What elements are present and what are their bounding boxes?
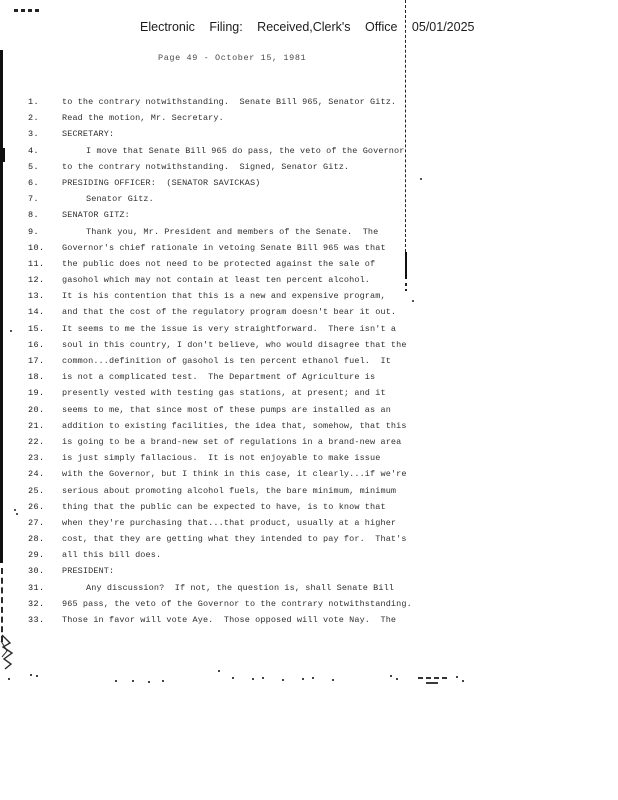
line-text: Those in favor will vote Aye. Those opposed will vote Nay. The — [62, 615, 397, 625]
line-number: 29. — [28, 550, 45, 561]
line-number: 9. — [28, 226, 40, 237]
left-margin-rule-dashed — [1, 568, 3, 642]
line-text: I move that Senate Bill 965 do pass, the veto of the Governor — [86, 145, 405, 156]
scan-artifact-top-dashes — [14, 9, 41, 12]
line-number: 27. — [28, 517, 45, 528]
transcript-line — [28, 583, 428, 599]
line-number: 19. — [28, 388, 45, 399]
transcript-line — [28, 502, 428, 518]
page-header: Page 49 - October 15, 1981 — [158, 53, 307, 63]
transcript-line — [28, 469, 428, 485]
scan-artifact-bottom-dashes — [418, 677, 448, 679]
transcript-line — [28, 615, 428, 631]
transcript-line — [28, 518, 428, 534]
line-text: gasohol which may not contain at least ten percent alcohol. — [62, 275, 371, 286]
line-text: with the Governor, but I think in this case, it clearly...if we're — [62, 469, 407, 480]
line-text: the public does not need to be protected against the sale of — [62, 258, 376, 269]
line-text: It seems to me the issue is very straightforward. There isn't a — [62, 323, 397, 334]
line-number: 22. — [28, 436, 45, 447]
transcript-line — [28, 550, 428, 566]
line-text: Governor's chief rationale in vetoing Senate Bill 965 was that — [62, 242, 386, 253]
transcript-line — [28, 113, 428, 129]
transcript-line — [28, 599, 428, 615]
transcript-line — [28, 129, 428, 145]
transcript-line — [28, 97, 428, 113]
line-text: presently vested with testing gas stations, at present; and it — [62, 388, 386, 399]
line-text: Any discussion? If not, the question is, shall Senate Bill — [86, 582, 395, 593]
line-text: Read the motion, Mr. Secretary. — [62, 113, 224, 124]
transcript-line — [28, 486, 428, 502]
line-text: Senator Gitz. — [86, 194, 154, 205]
line-text: addition to existing facilities, the idea that, somehow, that this — [62, 420, 407, 431]
transcript-lines — [28, 97, 428, 631]
line-number: 21. — [28, 420, 45, 431]
line-number: 30. — [28, 566, 45, 577]
transcript-line — [28, 534, 428, 550]
line-text: all this bill does. — [62, 550, 162, 561]
line-text: SECRETARY: — [62, 129, 115, 140]
transcript-line — [28, 227, 428, 243]
line-number: 3. — [28, 129, 40, 140]
line-number: 28. — [28, 534, 45, 545]
line-number: 25. — [28, 485, 45, 496]
line-text: cost, that they are getting what they intended to pay for. That's — [62, 534, 407, 545]
line-number: 32. — [28, 598, 45, 609]
line-text: 965 pass, the veto of the Governor to the contrary notwithstanding. — [62, 598, 412, 609]
line-number: 16. — [28, 339, 45, 350]
transcript-line — [28, 405, 428, 421]
left-margin-rule — [0, 50, 3, 563]
transcript-line — [28, 356, 428, 372]
line-text: and that the cost of the regulatory program doesn't bear it out. — [62, 307, 397, 318]
transcript-line — [28, 210, 428, 226]
line-text: thing that the public can be expected to have, is to know that — [62, 501, 386, 512]
line-text: Thank you, Mr. President and members of the Senate. The — [86, 226, 379, 237]
line-number: 15. — [28, 323, 45, 334]
line-number: 13. — [28, 291, 45, 302]
line-number: 6. — [28, 177, 40, 188]
line-text: is not a complicated test. The Department of Agriculture is — [62, 372, 376, 383]
transcript-line — [28, 178, 428, 194]
line-text: It is his contention that this is a new and expensive program, — [62, 291, 386, 302]
transcript-line — [28, 388, 428, 404]
transcript-line — [28, 275, 428, 291]
line-text: serious about promoting alcohol fuels, the bare minimum, minimum — [62, 485, 397, 496]
line-text: to the contrary notwithstanding. Signed, Senator Gitz. — [62, 161, 350, 172]
scan-noise-dots — [0, 0, 2, 2]
transcript-line — [28, 307, 428, 323]
line-number: 7. — [28, 194, 40, 205]
line-number: 5. — [28, 161, 40, 172]
transcript-line — [28, 340, 428, 356]
scan-artifact-bottom-dashes — [426, 682, 438, 684]
transcript-line — [28, 566, 428, 582]
transcript-line — [28, 324, 428, 340]
line-text: PRESIDING OFFICER: (SENATOR SAVICKAS) — [62, 177, 261, 188]
line-number: 33. — [28, 615, 45, 625]
scan-artifact-left-notch — [0, 148, 5, 162]
line-number: 12. — [28, 275, 45, 286]
line-text: common...definition of gasohol is ten percent ethanol fuel. It — [62, 356, 391, 366]
transcript-line — [28, 372, 428, 388]
transcript-line — [28, 437, 428, 453]
line-number: 10. — [28, 242, 45, 253]
transcript-line — [28, 421, 428, 437]
line-text: soul in this country, I don't believe, who would disagree that the — [62, 339, 407, 350]
efiling-stamp: Electronic Filing: Received,Clerk's Office 05/01/2025 — [140, 20, 475, 34]
line-number: 26. — [28, 501, 45, 512]
transcript-line — [28, 259, 428, 275]
line-number: 4. — [28, 145, 40, 156]
line-text: SENATOR GITZ: — [62, 210, 130, 221]
transcript-line — [28, 243, 428, 259]
line-number: 14. — [28, 307, 45, 318]
line-number: 18. — [28, 372, 45, 383]
transcript-line — [28, 194, 428, 210]
transcript-line — [28, 291, 428, 307]
line-number: 20. — [28, 404, 45, 415]
line-text: seems to me, that since most of these pumps are installed as an — [62, 404, 391, 415]
line-text: to the contrary notwithstanding. Senate Bill 965, Senator Gitz. — [62, 97, 397, 107]
transcript-line — [28, 453, 428, 469]
line-number: 1. — [28, 97, 40, 107]
line-number: 17. — [28, 356, 45, 366]
line-number: 8. — [28, 210, 40, 221]
line-text: when they're purchasing that...that product, usually at a higher — [62, 517, 397, 528]
line-number: 2. — [28, 113, 40, 124]
transcript-line — [28, 146, 428, 162]
line-text: is going to be a brand-new set of regulations in a brand-new area — [62, 436, 402, 447]
line-number: 11. — [28, 258, 45, 269]
transcript-line — [28, 162, 428, 178]
scan-artifact-scribble — [0, 633, 22, 671]
line-number: 24. — [28, 469, 45, 480]
line-number: 23. — [28, 453, 45, 464]
line-text: is just simply fallacious. It is not enjoyable to make issue — [62, 453, 381, 464]
line-text: PRESIDENT: — [62, 566, 115, 577]
line-number: 31. — [28, 582, 45, 593]
